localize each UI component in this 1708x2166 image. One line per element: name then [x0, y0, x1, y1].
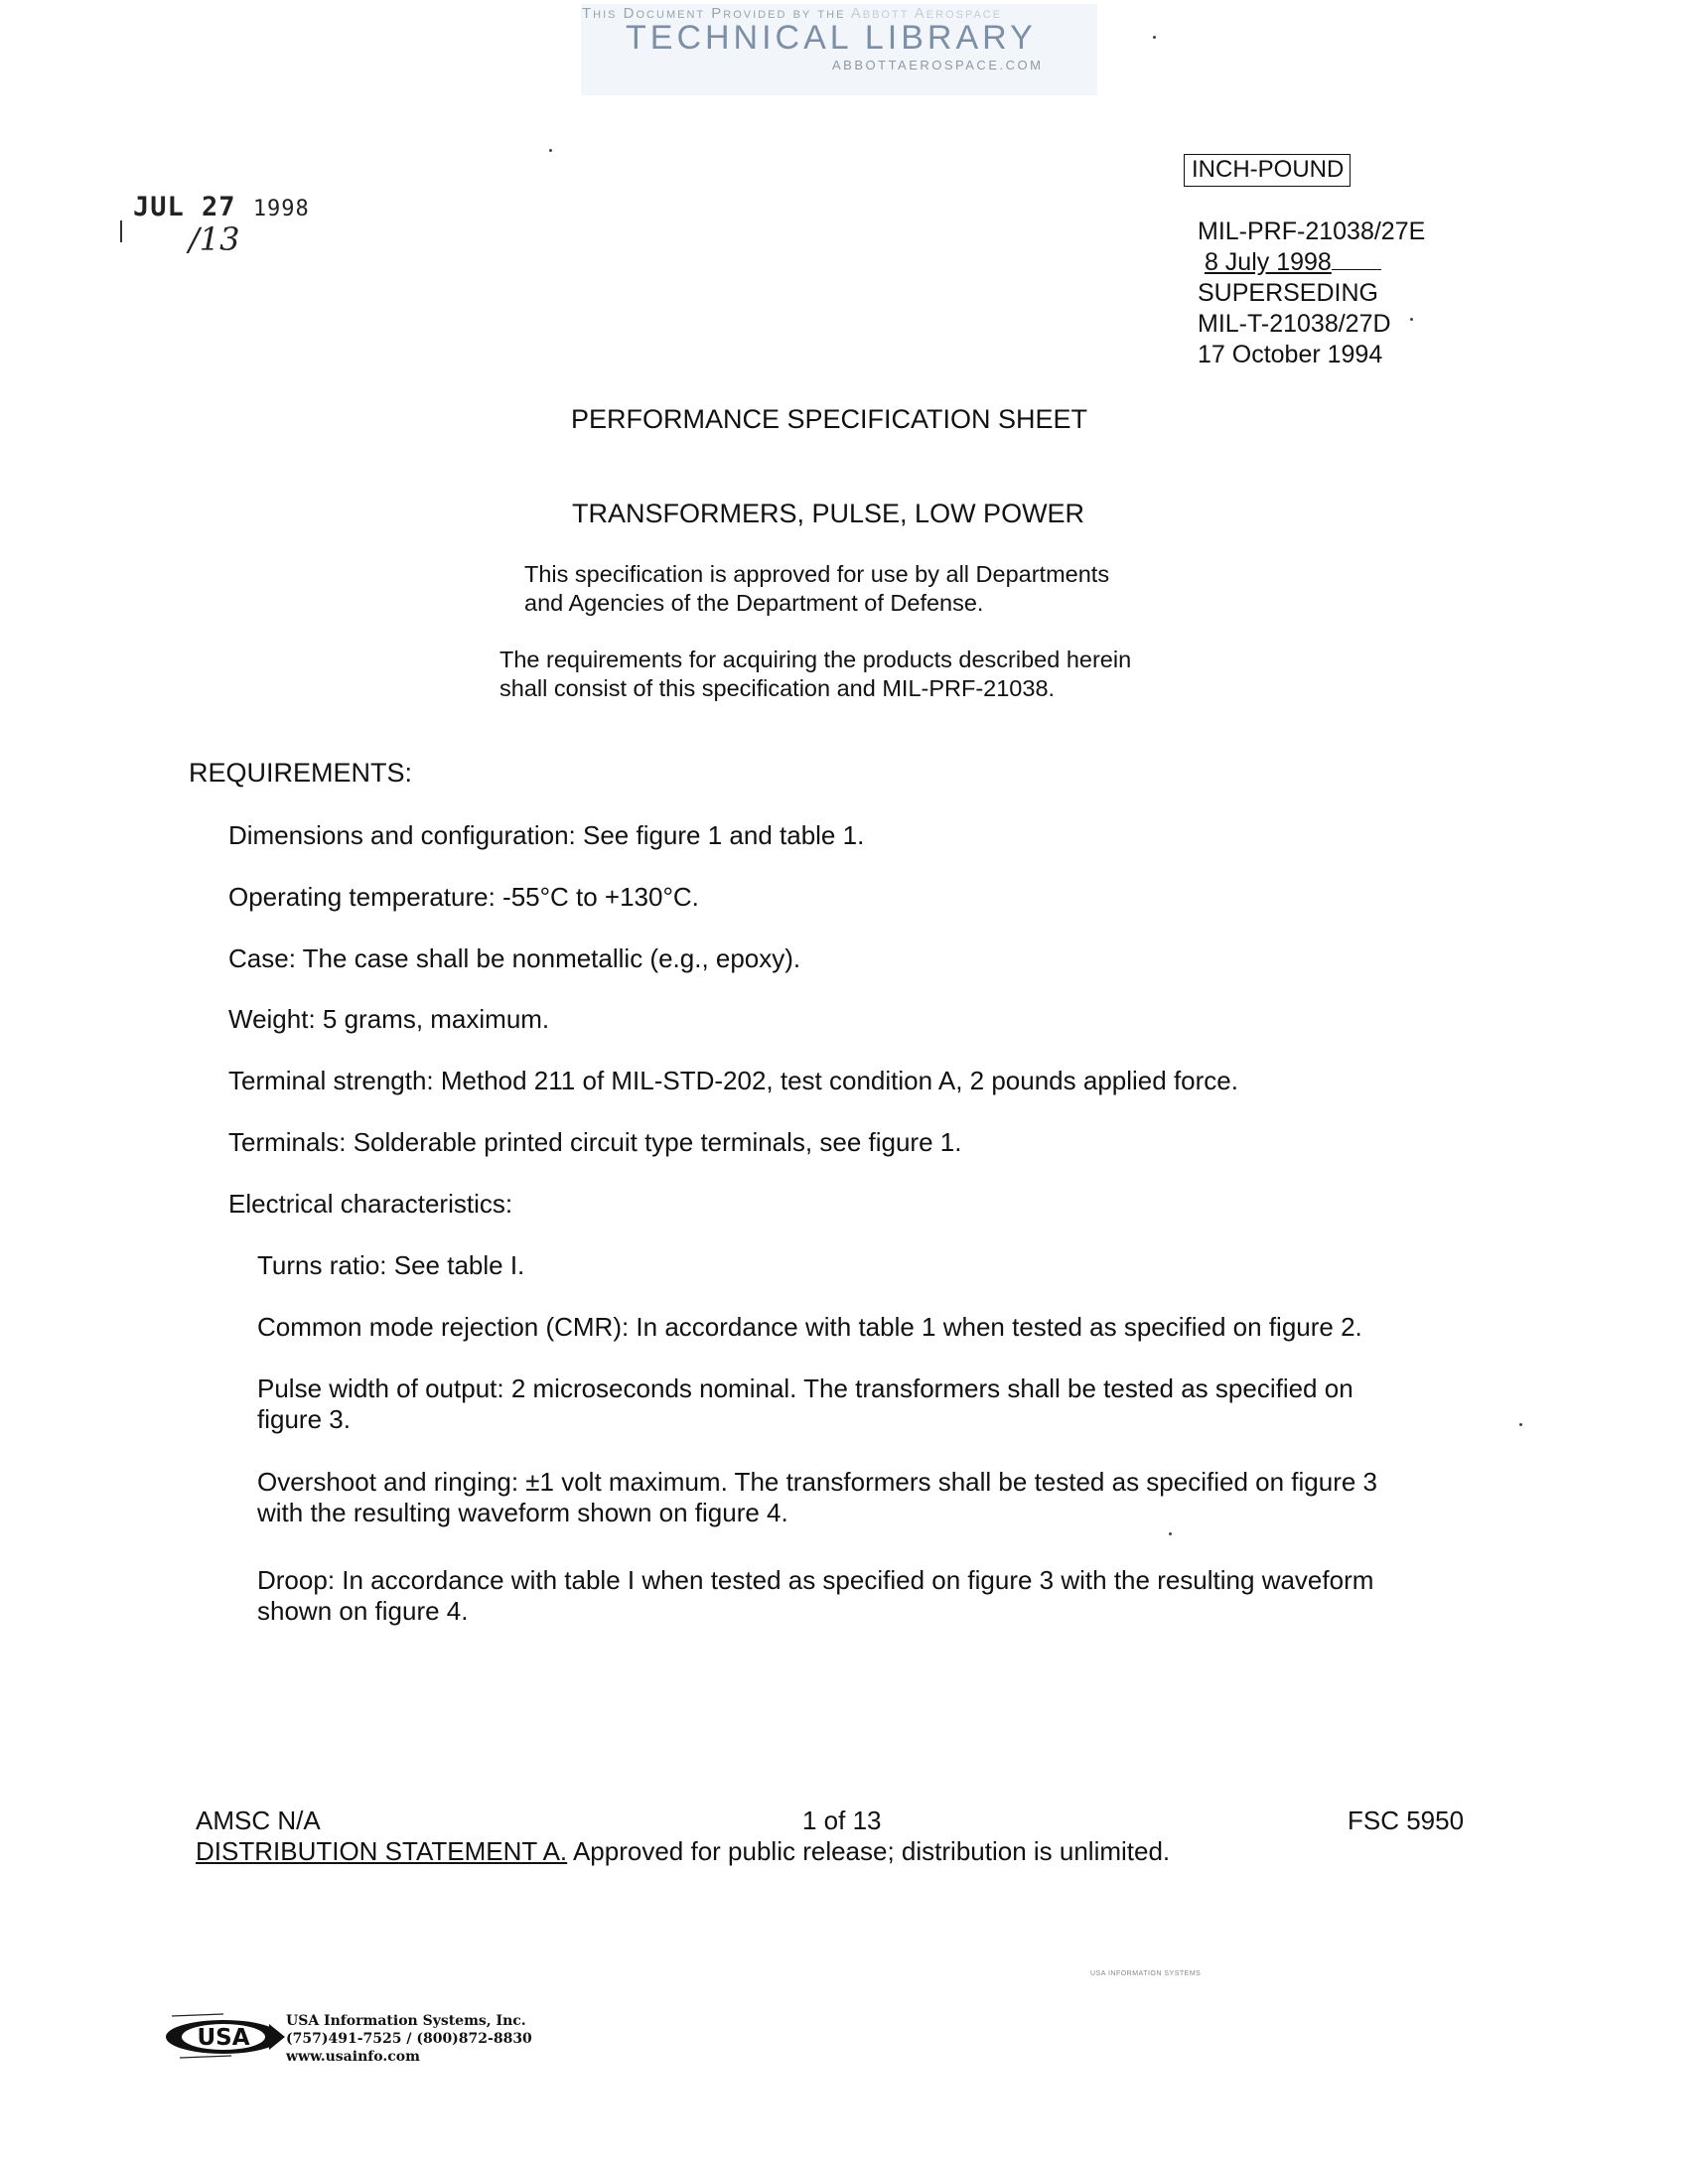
- req-weight: Weight: 5 grams, maximum.: [228, 1004, 550, 1034]
- superseded-number: MIL-T-21038/27D: [1198, 310, 1391, 338]
- watermark-provided-text: This Document Provided by the: [582, 5, 846, 22]
- req-electrical-heading: Electrical characteristics:: [228, 1189, 513, 1219]
- stamp-month-day: JUL 27: [133, 192, 236, 222]
- req-turns-ratio: Turns ratio: See table I.: [257, 1250, 525, 1280]
- scan-speck: [1153, 36, 1156, 39]
- req-overshoot: [257, 1467, 1377, 1528]
- overshoot-line-1: Overshoot and ringing: ±1 volt maximum. The transformers shall be tested as specified on figure 3: [257, 1467, 1378, 1497]
- scan-speck: [549, 149, 552, 152]
- publisher-web: www.usainfo.com: [286, 2049, 420, 2065]
- req-dimensions: Dimensions and configuration: See figure 1 and table 1.: [228, 820, 865, 850]
- requirements-heading: REQUIREMENTS:: [189, 758, 413, 788]
- req-terminal-strength: Terminal strength: Method 211 of MIL-STD-202, test condition A, 2 pounds applied force.: [228, 1066, 1238, 1095]
- pulse-width-line-2: figure 3.: [257, 1404, 351, 1434]
- sheet-title: PERFORMANCE SPECIFICATION SHEET: [571, 404, 1088, 434]
- acquisition-paragraph: [499, 646, 1131, 703]
- footer-fsc: FSC 5950: [1348, 1805, 1465, 1835]
- req-case: Case: The case shall be nonmetallic (e.g., epoxy).: [228, 943, 801, 973]
- scan-speck: [1410, 318, 1413, 321]
- handwritten-number-value: 13: [199, 220, 240, 258]
- acquisition-line-2: shall consist of this specification and MIL-PRF-21038.: [499, 675, 1056, 701]
- publisher-name: USA Information Systems, Inc.: [286, 2013, 526, 2029]
- stamp-tick-mark: [120, 220, 122, 242]
- stamp-year: 1998: [252, 197, 310, 221]
- doc-date-line: [1198, 247, 1425, 278]
- handwritten-number: /13: [189, 220, 240, 258]
- pulse-width-line-1: Pulse width of output: 2 microseconds nominal. The transformers shall be tested as specified on: [257, 1373, 1353, 1403]
- distribution-label: DISTRIBUTION STATEMENT A.: [196, 1836, 568, 1866]
- usa-logo-text: USA: [197, 2025, 250, 2051]
- received-date-stamp: [133, 192, 310, 222]
- doc-date-underline: [1332, 249, 1381, 270]
- watermark-abbott-text: Abbott Aerospace: [850, 5, 1003, 22]
- footer-page-number: 1 of 13: [802, 1805, 882, 1835]
- droop-line-1: Droop: In accordance with table I when tested as specified on figure 3 with the resulting waveform: [257, 1565, 1374, 1595]
- approval-line-1: This specification is approved for use by all Departments: [524, 561, 1110, 587]
- approval-paragraph: [524, 560, 1109, 618]
- usa-logo-icon: [162, 2008, 286, 2064]
- classification-box: INCH-POUND: [1184, 154, 1351, 187]
- publisher-info: [286, 2012, 532, 2066]
- publisher-phone: (757)491-7525 / (800)872-8830: [286, 2031, 532, 2047]
- doc-date: 8 July 1998: [1204, 248, 1332, 276]
- footer-amsc: AMSC N/A: [196, 1805, 321, 1835]
- watermark-title: TECHNICAL LIBRARY: [626, 19, 1037, 57]
- acquisition-line-1: The requirements for acquiring the products described herein: [499, 647, 1132, 672]
- req-droop: [257, 1565, 1373, 1627]
- doc-number: MIL-PRF-21038/27E: [1198, 217, 1426, 245]
- req-temperature: Operating temperature: -55°C to +130°C.: [228, 882, 699, 912]
- distribution-statement: [196, 1836, 1170, 1867]
- droop-line-2: shown on figure 4.: [257, 1596, 469, 1626]
- scan-speck: [1169, 1532, 1172, 1535]
- subject-title: TRANSFORMERS, PULSE, LOW POWER: [572, 499, 1085, 528]
- scan-speck: [1519, 1423, 1522, 1426]
- approval-line-2: and Agencies of the Department of Defense.: [524, 590, 984, 616]
- req-cmr: Common mode rejection (CMR): In accordance with table 1 when tested as specified on figure 2.: [257, 1312, 1362, 1342]
- req-pulse-width: [257, 1373, 1353, 1435]
- distribution-text: Approved for public release; distribution is unlimited.: [572, 1836, 1171, 1866]
- tiny-caption: USA INFORMATION SYSTEMS: [1090, 1970, 1202, 1977]
- watermark-url: ABBOTTAEROSPACE.COM: [832, 58, 1044, 72]
- superseding-label: SUPERSEDING: [1198, 279, 1378, 307]
- document-identification: [1198, 217, 1425, 370]
- superseded-date: 17 October 1994: [1198, 341, 1383, 368]
- overshoot-line-2: with the resulting waveform shown on figure 4.: [257, 1498, 788, 1527]
- req-terminals: Terminals: Solderable printed circuit type terminals, see figure 1.: [228, 1127, 962, 1157]
